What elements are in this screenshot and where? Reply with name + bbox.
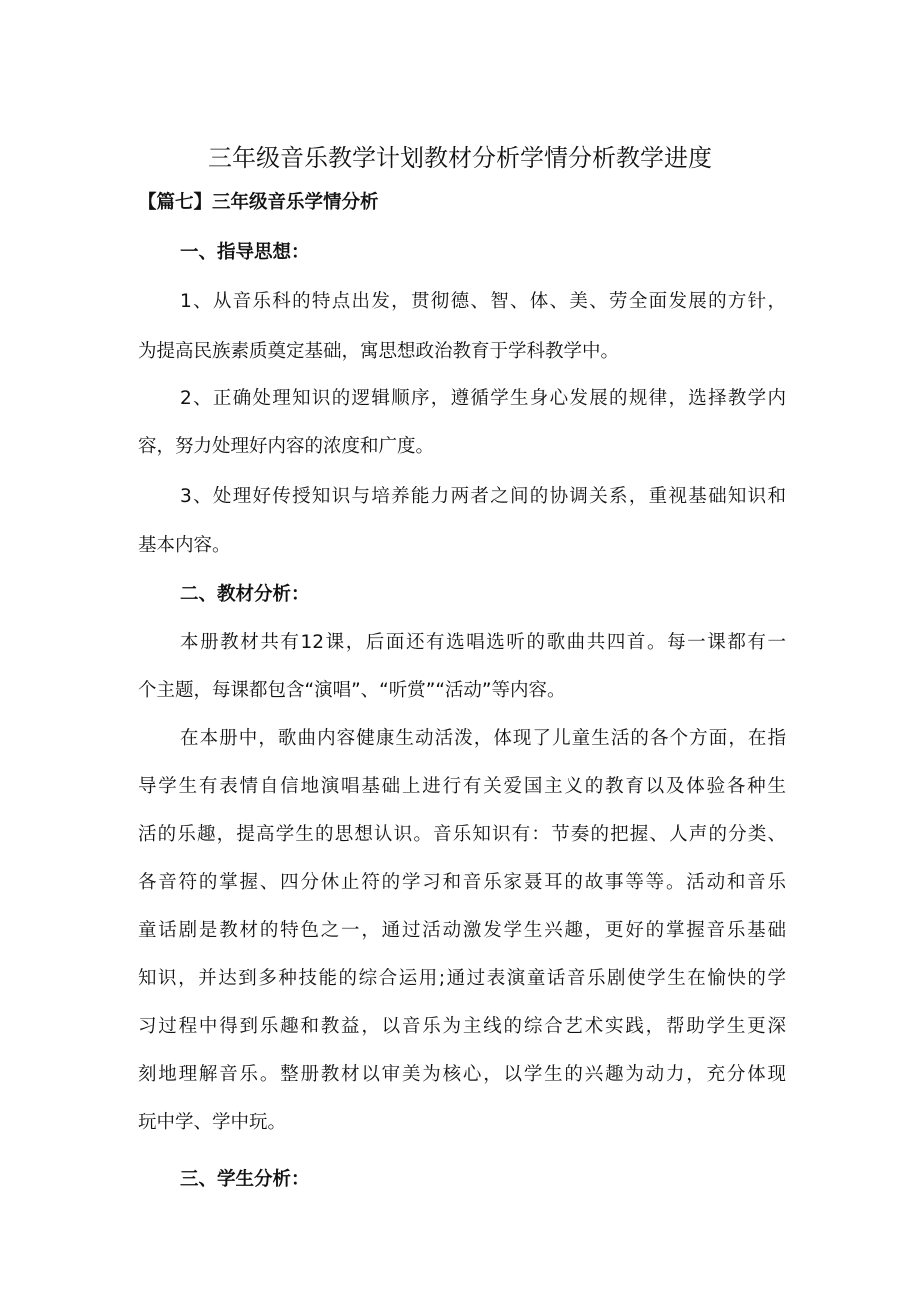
paragraph-line: 玩中学、学中玩。 (138, 1112, 287, 1133)
paragraph-line: 2、正确处理知识的逻辑顺序，遵循学生身心发展的规律，选择教学内 (180, 388, 786, 409)
paragraph-line: 1、从音乐科的特点出发，贯彻德、智、体、美、劳全面发展的方针， (180, 291, 786, 312)
paragraph-line: 容，努力处理好内容的浓度和广度。 (138, 436, 435, 457)
heading-guiding-ideology: 一、指导思想： (180, 242, 310, 263)
paragraph-line: 习过程中得到乐趣和教益，以音乐为主线的综合艺术实践，帮助学生更深 (138, 1016, 786, 1037)
paragraph-line: 各音符的掌握、四分休止符的学习和音乐家聂耳的故事等等。活动和音乐 (138, 872, 786, 893)
paragraph-line: 基本内容。 (138, 535, 231, 556)
paragraph-line: 童话剧是教材的特色之一，通过活动激发学生兴趣，更好的掌握音乐基础 (138, 920, 786, 941)
paragraph-line: 在本册中，歌曲内容健康生动活泼，体现了儿童生活的各个方面，在指 (180, 728, 786, 749)
heading-textbook-analysis: 二、教材分析： (180, 584, 310, 605)
heading-student-analysis: 三、学生分析： (180, 1169, 310, 1190)
paragraph-line: 导学生有表情自信地演唱基础上进行有关爱国主义的教育以及体验各种生 (138, 776, 786, 797)
section-heading: 【篇七】三年级音乐学情分析 (138, 192, 379, 213)
paragraph-line: 个主题，每课都包含“演唱”、“听赏”“活动”等内容。 (138, 680, 566, 701)
paragraph-line: 刻地理解音乐。整册教材以审美为核心，以学生的兴趣为动力，充分体现 (138, 1064, 786, 1085)
paragraph-line: 本册教材共有12课，后面还有选唱选听的歌曲共四首。每一课都有一 (180, 632, 786, 653)
paragraph-line: 知识，并达到多种技能的综合运用;通过表演童话音乐剧使学生在愉快的学 (138, 968, 786, 989)
paragraph-line: 为提高民族素质奠定基础，寓思想政治教育于学科教学中。 (138, 341, 620, 362)
paragraph-line: 3、处理好传授知识与培养能力两者之间的协调关系，重视基础知识和 (180, 486, 786, 507)
paragraph-line: 活的乐趣，提高学生的思想认识。音乐知识有：节奏的把握、人声的分类、 (138, 824, 786, 845)
document-title: 三年级音乐教学计划教材分析学情分析教学进度 (208, 144, 712, 172)
